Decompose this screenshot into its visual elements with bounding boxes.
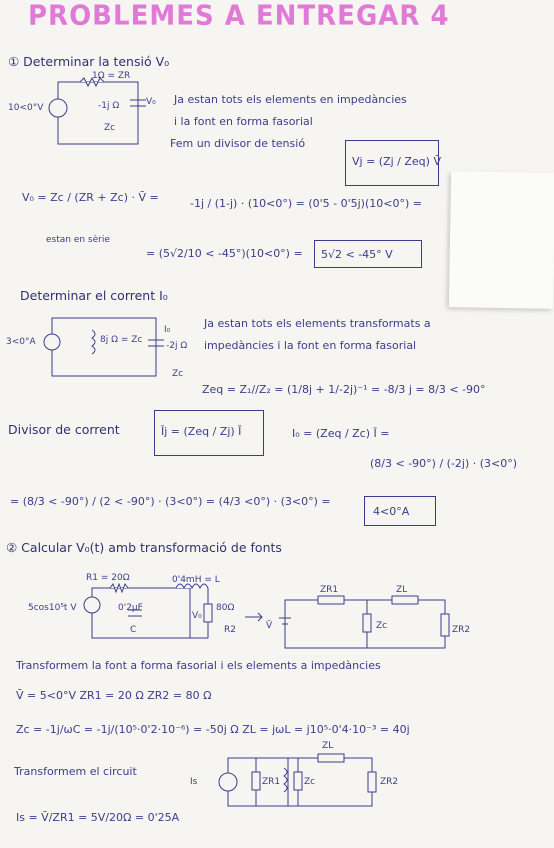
problem1b-heading: Determinar el corrent I₀	[20, 288, 168, 303]
zeq-equation: Zeq = Z₁//Z₂ = (1/8j + 1/-2j)⁻¹ = -8/3 j = 8/3 < -90°	[202, 383, 486, 396]
cc-zc: Zc	[304, 777, 316, 787]
eq3-result: 4<0°A	[373, 505, 410, 518]
cc-zr2: ZR2	[380, 777, 399, 787]
cb-zr1: ZR1	[320, 585, 339, 595]
io-equation: I₀ = (Zeq / Zc) Ī =	[292, 427, 390, 440]
note2: i la font en forma fasorial	[174, 115, 313, 128]
eq3: = (8/3 < -90°) / (2 < -90°) · (3<0°) = (4/3 <0°) · (3<0°) =	[10, 495, 331, 508]
c2-source: 3<0°A	[6, 337, 36, 347]
cb-zr2: ZR2	[452, 625, 471, 635]
p2-line1: Transformem la font a forma fasorial i els elements a impedàncies	[16, 659, 381, 672]
current-divider-label: Divisor de corrent	[8, 422, 120, 437]
cc-zl: ZL	[322, 741, 334, 751]
eq2-result: 5√2 < -45° V	[321, 248, 393, 261]
eq3-result-box	[364, 496, 436, 526]
eq1-lhs: V₀ = Zc / (ZR + Zc) · V̄ =	[22, 191, 159, 204]
sticky-note	[449, 171, 554, 309]
c1-vo: V₀	[146, 97, 156, 107]
c1-source: 10<0°V	[8, 103, 44, 113]
current-divider-formula: Īj = (Zeq / Zj) Ī	[161, 425, 242, 438]
voltage-divider-box	[345, 140, 439, 186]
c1-resistor: 1Ω = ZR	[92, 71, 131, 81]
c2-capacitor: -2j Ω	[166, 341, 188, 351]
eq1-note: estan en sèrie	[46, 235, 110, 245]
io-fraction: (8/3 < -90°) / (-2j) · (3<0°)	[370, 457, 518, 470]
cb-zl: ZL	[396, 585, 408, 595]
cc-zr1: ZR1	[262, 777, 281, 787]
eq2: = (5√2/10 < -45°)(10<0°) =	[146, 247, 303, 260]
cc-is: Is	[190, 777, 198, 787]
p2-line5: Is = V̄/ZR1 = 5V/20Ω = 0'25A	[16, 811, 180, 824]
voltage-divider-formula: Vj = (Zj / Zeq) V̄	[352, 155, 441, 168]
cb-zc: Zc	[376, 621, 388, 631]
p2-line3: Zc = -1j/ωC = -1j/(10⁵·0'2·10⁻⁶) = -50j Ω ZL = jωL = j10⁵·0'4·10⁻³ = 40j	[16, 723, 410, 736]
p2-line2: V̄ = 5<0°V ZR1 = 20 Ω ZR2 = 80 Ω	[16, 689, 212, 702]
eq1-mid: -1j / (1-j) · (10<0°) = (0'5 - 0'5j)(10<0°) =	[190, 197, 422, 210]
c3-r2: 80Ω	[216, 603, 235, 613]
cb-v: V̄	[266, 621, 273, 631]
c3-r2-label: R2	[224, 625, 236, 635]
note3: Fem un divisor de tensió	[170, 137, 306, 150]
c3-c: C	[130, 625, 137, 635]
p2-line4: Transformem el circuit	[14, 765, 137, 778]
eq2-result-box	[314, 240, 422, 268]
c2-inductor: 8j Ω = Zc	[100, 335, 143, 345]
c3-inductor: 0'4mH = L	[172, 575, 220, 585]
c1-capacitor: -1j Ω	[98, 101, 120, 111]
note4: Ja estan tots els elements transformats a	[204, 317, 431, 330]
c3-r1: R1 = 20Ω	[86, 573, 130, 583]
c3-source: 5cos10⁵t V	[28, 603, 77, 613]
page-title: PROBLEMES A ENTREGAR 4	[28, 0, 450, 32]
problem2-heading: ② Calcular V₀(t) amb transformació de fonts	[6, 540, 282, 555]
c1-zc: Zc	[104, 123, 116, 133]
c3-vo: V₀	[192, 611, 202, 621]
note5: impedàncies i la font en forma fasorial	[204, 339, 417, 352]
problem1-heading: ① Determinar la tensió V₀	[8, 54, 170, 69]
c3-capacitor: 0'2µF	[118, 603, 143, 613]
note1: Ja estan tots els elements en impedàncies	[174, 93, 407, 106]
current-divider-box	[154, 410, 264, 456]
c2-zc: Zc	[172, 369, 184, 379]
c2-io: I₀	[164, 325, 171, 335]
